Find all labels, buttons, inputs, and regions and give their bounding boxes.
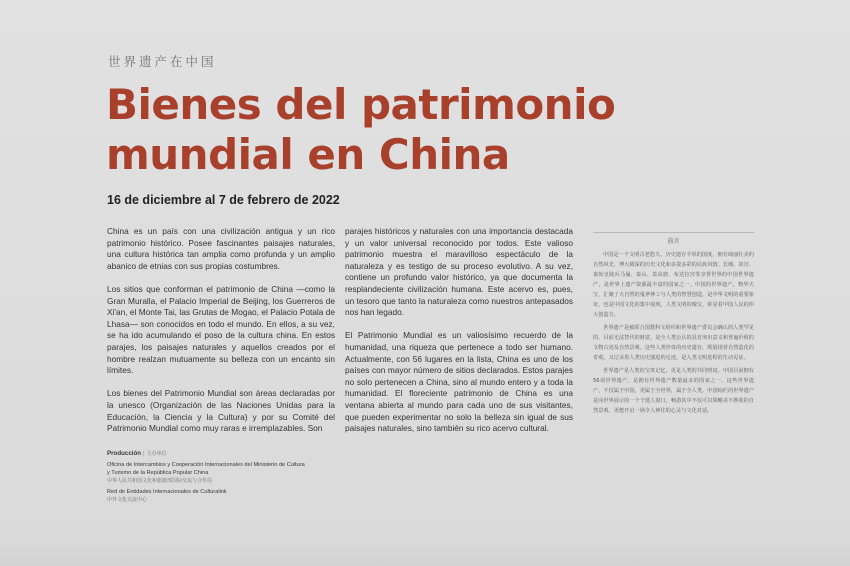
credit-organization-1 bbox=[107, 461, 307, 485]
credits-block bbox=[107, 450, 307, 507]
paragraph: El Patrimonio Mundial es un valiosísimo recuerdo de la humanidad, una riqueza que pertenece a todo ser humano. Actualmente, con 56 lugares en la lista, China es uno de los países con mayor número de sitios declarados. Estos parajes no solo pertenecen a China, sino al mundo entero y a toda la humanidad. El floreciente patrimonio de China es una ventana abierta al mundo para cada uno de sus visitantes, que pueden experimentar no solo la belleza sin igual de sus paisajes naturales, sino también su rico acervo cultural. bbox=[345, 330, 573, 434]
credits-label: Producción bbox=[107, 450, 142, 457]
credit-org-name: Red de Entidades Internacionales de Culturalink bbox=[107, 489, 227, 495]
bottom-shadow bbox=[0, 540, 850, 566]
paragraph: parajes históricos y naturales con una importancia destacada y un valor universal reconocido por todos. Este valioso patrimonio muestra el maravilloso espectáculo de la naturaleza y es testigo de su proceso evolutivo. A su vez, contiene un profundo valor histórico, ya que documenta la resplandeciente civilización humana. Este acervo es, pues, un tesoro que tanto la naturaleza como nuestros antepasados nos han legado. bbox=[345, 226, 573, 318]
credit-org-name-cn: 中外文化交流中心 bbox=[107, 497, 148, 503]
text-column-1 bbox=[107, 226, 335, 446]
credits-heading bbox=[107, 450, 307, 458]
credit-organization-2 bbox=[107, 488, 307, 504]
page-title: Bienes del patrimonio mundial en China bbox=[106, 80, 616, 179]
text-column-2 bbox=[345, 226, 573, 446]
exhibition-dates: 16 de diciembre al 7 de febrero de 2022 bbox=[107, 193, 340, 207]
paragraph: China es un país con una civilización antigua y un rico patrimonio histórico. Posee fascinantes paisajes naturales, una cultura histórica tan amplia como profunda y un amplio abanico de etnias con sus propias costumbres. bbox=[107, 226, 335, 271]
credit-org-name-cn: 中华人民共和国文化和旅游部国际交流与合作局 bbox=[107, 478, 213, 484]
chinese-heading: 前言 bbox=[667, 238, 680, 245]
chinese-paragraph: 中国是一个文明古老悠久、历史遗存丰厚的国度，拥有绮丽壮美的自然风光、博大精深的历史文化和多姿多彩的民族风情。长城、故宫、秦始皇陵兵马俑、泰山、莫高窟、布达拉宫等享誉世界的中国世界遗产，是世界上遗产资源最丰富的国家之一。中国的世界遗产，物华天宝，汇聚了大自然的鬼斧神工与人类的智慧创造，是中华文明的重要象征，也是中国文化的集中展现，人类文明的瑰宝，彰显着中国人民的伟大创造力。 bbox=[593, 252, 754, 318]
credits-separator: | bbox=[143, 450, 145, 457]
chinese-text-column bbox=[593, 232, 754, 419]
chinese-paragraph: 世界遗产是被联合国教科文组织和世界遗产委员会确认的人类罕见的、目前无法替代的财富，是全人类公认的具有突出意义和普遍价值的文物古迹及自然景观。这些人类珍贵的历史遗存，既展现着自然造化的奇观，又记录着人类历史演进的足迹，是人类文明进程的生动见证。 bbox=[593, 325, 754, 361]
credit-org-name: Oficina de Intercambios y Cooperación Internacionales del Ministerio de Cultura y Turismo de la República Popular China bbox=[107, 462, 305, 476]
chinese-paragraph: 世界遗产是人类的宝贵记忆，更是人类的共同财富。中国目前拥有56项世界遗产，是拥有世界遗产数量最多的国家之一。这些世界遗产，不仅属于中国，更属于全世界，属于全人类。中国灿烂的世界遗产是向世界展示的一个个迷人窗口，畅游其中不仅可以领略美不胜收的自然景观，更能开启一场令人神往的心灵与文化对话。 bbox=[593, 368, 754, 414]
paragraph: Los bienes del Patrimonio Mundial son áreas declaradas por la unesco (Organización de las Naciones Unidas para la Educación, la Ciencia y la Cultura) y por su Comité del Patrimonio Mundial como muy raras e irremplazables. Son bbox=[107, 388, 335, 434]
credits-label-cn: 主办单位 bbox=[146, 451, 167, 457]
chinese-kicker: 世界遗产在中国 bbox=[108, 54, 217, 69]
paragraph: Los sitios que conforman el patrimonio de China —como la Gran Muralla, el Palacio Imperial de Beijing, los Guerreros de Xi'an, el Monte Tai, las Grutas de Mogao, el Palacio Potala de Lhasa— son conocidos en todo el mundo. En ellos, a su vez, se ha ido acumulando el poso de la cultura china. En estos parajes, los paisajes naturales y aquellos creados por el hombre realzan mutuamente su belleza con un encanto sin límites. bbox=[107, 283, 335, 376]
